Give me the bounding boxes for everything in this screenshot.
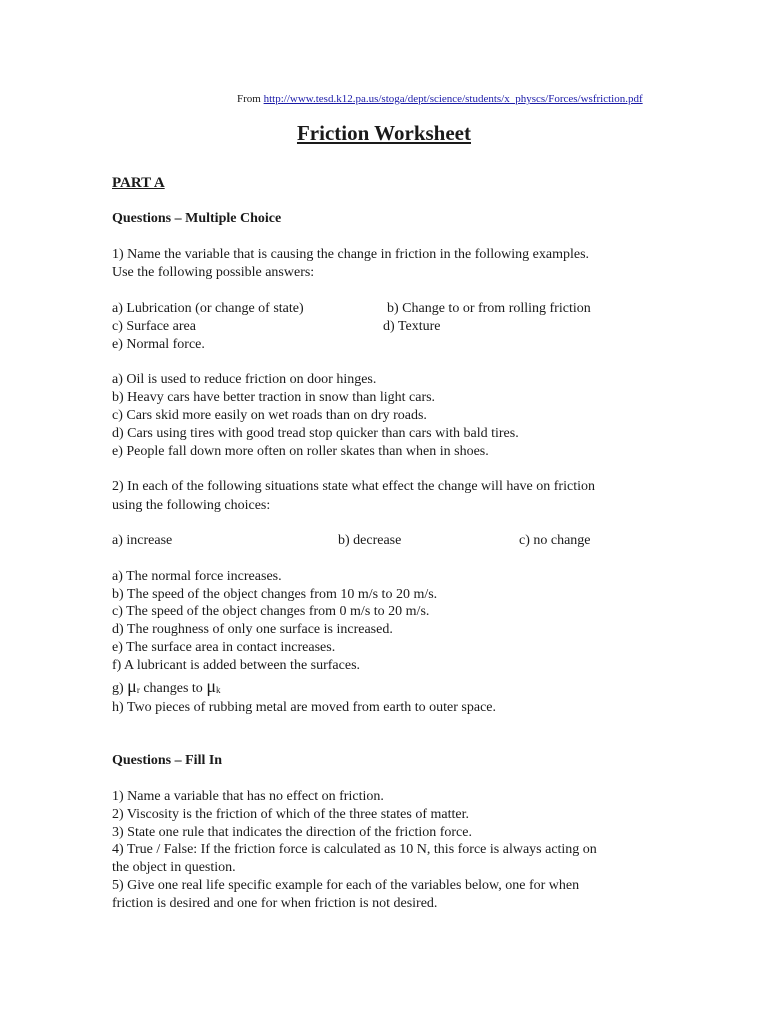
q1-example-d: d) Cars using tires with good tread stop quicker than cars with bald tires. bbox=[112, 426, 519, 441]
q1-example-b: b) Heavy cars have better traction in snow than light cars. bbox=[112, 390, 436, 405]
q2-situation-f: f) A lubricant is added between the surfaces. bbox=[112, 658, 361, 673]
fill-item-2: 2) Viscosity is the friction of which of the three states of matter. bbox=[112, 807, 469, 822]
source-link[interactable]: http://www.tesd.k12.pa.us/stoga/dept/science/students/x_physcs/Forces/wsfriction.pdf bbox=[263, 93, 643, 105]
fill-item-3: 3) State one rule that indicates the direction of the friction force. bbox=[112, 825, 472, 840]
multiple-choice-heading: Questions – Multiple Choice bbox=[112, 211, 282, 226]
source-prefix: From bbox=[237, 93, 264, 105]
q2-line-2: using the following choices: bbox=[112, 498, 271, 513]
q2-choice-b: b) decrease bbox=[338, 533, 402, 548]
q1-example-a: a) Oil is used to reduce friction on door hinges. bbox=[112, 372, 377, 387]
q1-line-1: 1) Name the variable that is causing the change in friction in the following examples. bbox=[112, 247, 590, 262]
q2-line-1: 2) In each of the following situations state what effect the change will have on friction bbox=[112, 479, 595, 494]
q2-situation-b: b) The speed of the object changes from 10 m/s to 20 m/s. bbox=[112, 587, 438, 602]
q1-answer-d: d) Texture bbox=[383, 319, 441, 334]
q1-line-2: Use the following possible answers: bbox=[112, 265, 315, 280]
fill-item-4-cont: the object in question. bbox=[112, 860, 236, 875]
source-line bbox=[237, 92, 643, 106]
fill-in-heading: Questions – Fill In bbox=[112, 753, 223, 768]
q2-situation-a: a) The normal force increases. bbox=[112, 569, 282, 584]
page-title: Friction Worksheet bbox=[296, 121, 471, 145]
q2-situation-g: g) μr changes to μk bbox=[112, 676, 221, 696]
q1-example-c: c) Cars skid more easily on wet roads than on dry roads. bbox=[112, 408, 427, 423]
fill-item-5-cont: friction is desired and one for when friction is not desired. bbox=[112, 896, 438, 911]
part-a-heading: PART A bbox=[112, 175, 165, 191]
q2-situation-c: c) The speed of the object changes from 0 m/s to 20 m/s. bbox=[112, 604, 430, 619]
q1-answer-b: b) Change to or from rolling friction bbox=[387, 301, 591, 316]
q2-situation-d: d) The roughness of only one surface is increased. bbox=[112, 622, 393, 637]
fill-item-1: 1) Name a variable that has no effect on friction. bbox=[112, 789, 384, 804]
fill-item-5: 5) Give one real life specific example for each of the variables below, one for when bbox=[112, 878, 580, 893]
q1-answer-c: c) Surface area bbox=[112, 319, 196, 334]
q2-situation-h: h) Two pieces of rubbing metal are moved from earth to outer space. bbox=[112, 700, 497, 715]
q1-answer-e: e) Normal force. bbox=[112, 337, 205, 352]
q1-example-e: e) People fall down more often on roller skates than when in shoes. bbox=[112, 444, 489, 459]
q2-choice-a: a) increase bbox=[112, 533, 173, 548]
fill-item-4: 4) True / False: If the friction force is calculated as 10 N, this force is always acting on bbox=[112, 842, 597, 857]
q2-situation-e: e) The surface area in contact increases. bbox=[112, 640, 336, 655]
q2-choice-c: c) no change bbox=[519, 533, 591, 548]
q1-answer-a: a) Lubrication (or change of state) bbox=[112, 301, 304, 316]
